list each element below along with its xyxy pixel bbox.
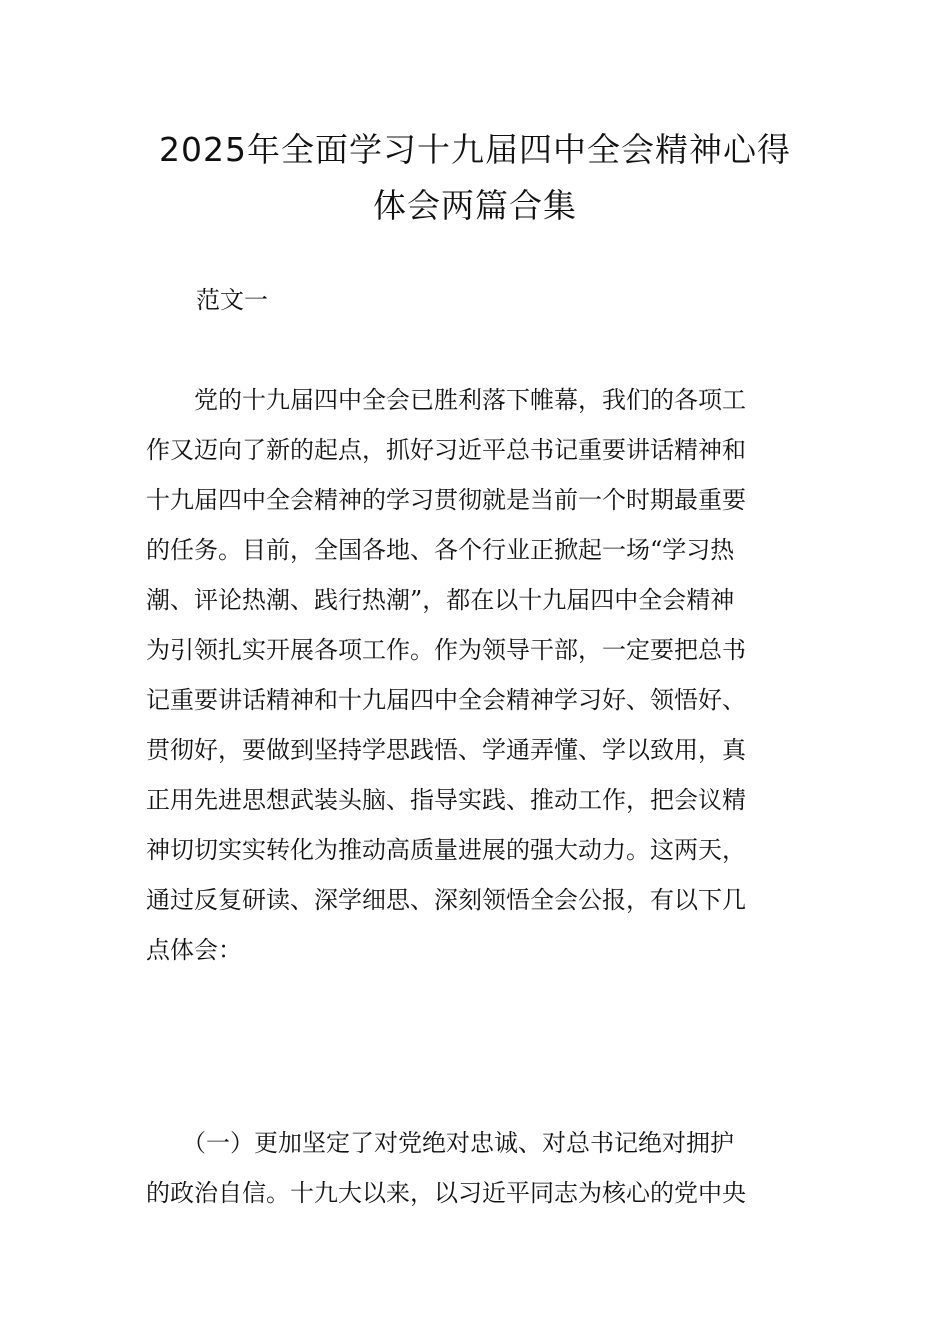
paragraph-line: 记重要讲话精神和十九届四中全会精神学习好、领悟好、 bbox=[146, 686, 746, 714]
paragraph-line: （一）更加坚定了对党绝对忠诚、对总书记绝对拥护 bbox=[146, 1129, 734, 1157]
document-title bbox=[120, 122, 830, 234]
paragraph-line: 为引领扎实开展各项工作。作为领导干部，一定要把总书 bbox=[146, 636, 746, 664]
paragraph-line: 通过反复研读、深学细思、深刻领悟全会公报，有以下几 bbox=[146, 886, 746, 914]
paragraph-line: 潮、评论热潮、践行热潮”，都在以十九届四中全会精神 bbox=[146, 586, 735, 614]
paragraph-line: 的政治自信。十九大以来，以习近平同志为核心的党中央 bbox=[146, 1179, 746, 1207]
title-line: 2025年全面学习十九届四中全会精神心得 bbox=[159, 130, 791, 169]
paragraph-line: 十九届四中全会精神的学习贯彻就是当前一个时期最重要 bbox=[146, 486, 746, 514]
paragraph-line: 的任务。目前，全国各地、各个行业正掀起一场“学习热 bbox=[146, 536, 735, 564]
paragraph-line: 贯彻好，要做到坚持学思践悟、学通弄懂、学以致用，真 bbox=[146, 736, 746, 764]
body-paragraph bbox=[146, 375, 812, 975]
paragraph-line: 点体会： bbox=[146, 936, 242, 964]
paragraph-line: 作又迈向了新的起点，抓好习近平总书记重要讲话精神和 bbox=[146, 436, 746, 464]
paragraph-line: 神切切实实转化为推动高质量进展的强大动力。这两天， bbox=[146, 836, 746, 864]
section-label: 范文一 bbox=[196, 286, 268, 314]
title-line: 体会两篇合集 bbox=[373, 186, 577, 225]
body-paragraph bbox=[146, 1118, 812, 1218]
paragraph-line: 党的十九届四中全会已胜利落下帷幕，我们的各项工 bbox=[146, 386, 746, 414]
paragraph-line: 正用先进思想武装头脑、指导实践、推动工作，把会议精 bbox=[146, 786, 746, 814]
